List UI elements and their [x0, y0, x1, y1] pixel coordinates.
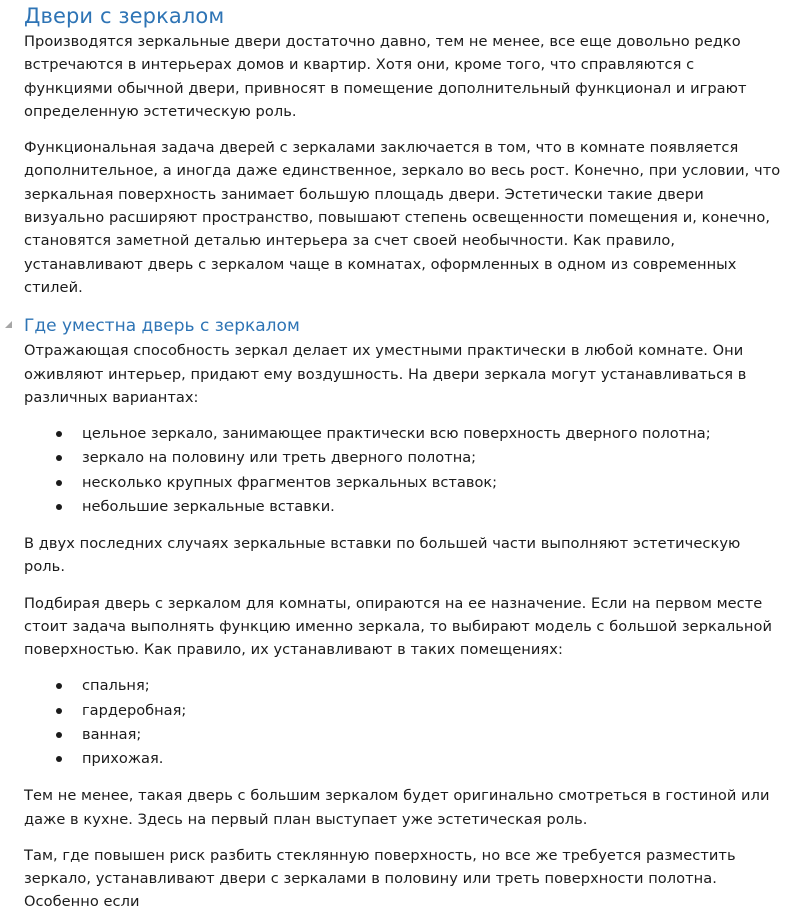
bullet-icon — [56, 431, 62, 437]
list-item: зеркало на половину или треть дверного полотна; — [24, 446, 784, 470]
section-paragraph-2: В двух последних случаях зеркальные вставки по большей части выполняют эстетическую роль. — [24, 534, 741, 576]
section-heading: Где уместна дверь с зеркалом — [24, 316, 300, 337]
intro-paragraph-2: Функциональная задача дверей с зеркалами заключается в том, что в комнате появляется дополнительное, а иногда даже единственное, зеркало во весь рост. Конечно, при условии, что зеркальная поверхность занимает большую площадь двери. Эстетически такие двери визуально расширяют пространство, повышают степень освещенности помещения и, конечно, становятся заметной деталью интерьера за счет своей необычности. Как правило, устанавливают дверь с зеркалом чаще в комнатах, оформленных в одном из современных стилей. — [24, 139, 781, 296]
document-body — [24, 0, 784, 914]
bullet-icon — [56, 455, 62, 461]
bullet-list-door-variants — [24, 422, 784, 519]
bullet-list-rooms — [24, 674, 784, 771]
section-paragraph-1: Отражающая способность зеркал делает их уместными практически в любой комнате. Они оживляют интерьер, придают ему воздушность. На двери зеркала могут устанавливаться в различных вариантах: — [24, 342, 747, 406]
section-paragraph-5: Там, где повышен риск разбить стеклянную поверхность, но все же требуется разместить зеркало, устанавливают двери с зеркалами в половину или треть поверхности полотна. Особенно если — [24, 846, 736, 911]
list-item: небольшие зеркальные вставки. — [24, 495, 784, 519]
list-item: несколько крупных фрагментов зеркальных вставок; — [24, 471, 784, 495]
intro-paragraph-1: Производятся зеркальные двери достаточно давно, тем не менее, все еще довольно редко встречаются в интерьерах домов и квартир. Хотя они, кроме того, что справляются с функциями обычной двери, привносят в помещение дополнительный функционал и играют определенную эстетическую роль. — [24, 33, 747, 120]
list-item: цельное зеркало, занимающее практически всю поверхность дверного полотна; — [24, 422, 784, 446]
section-heading-block — [24, 313, 784, 339]
bullet-icon — [56, 708, 62, 714]
bullet-icon — [56, 732, 62, 738]
bullet-icon — [56, 683, 62, 689]
bullet-icon — [56, 504, 62, 510]
bullet-icon — [56, 480, 62, 486]
section-paragraph-3: Подбирая дверь с зеркалом для комнаты, опираются на ее назначение. Если на первом месте стоит задача выполнять функцию именно зеркала, то выбирают модель с большой зеркальной поверхностью. Как правило, их устанавливают в таких помещениях: — [24, 594, 772, 659]
collapse-heading-icon[interactable] — [5, 321, 12, 328]
section-paragraph-4: Тем не менее, такая дверь с большим зеркалом будет оригинально смотреться в гостиной или даже в кухне. Здесь на первый план выступает уже эстетическая роль. — [24, 787, 770, 828]
bullet-icon — [56, 756, 62, 762]
list-item: ванная; — [24, 723, 784, 747]
list-item: гардеробная; — [24, 699, 784, 723]
list-item: прихожая. — [24, 747, 784, 771]
list-item: спальня; — [24, 674, 784, 698]
page-title: Двери с зеркалом — [24, 4, 225, 28]
